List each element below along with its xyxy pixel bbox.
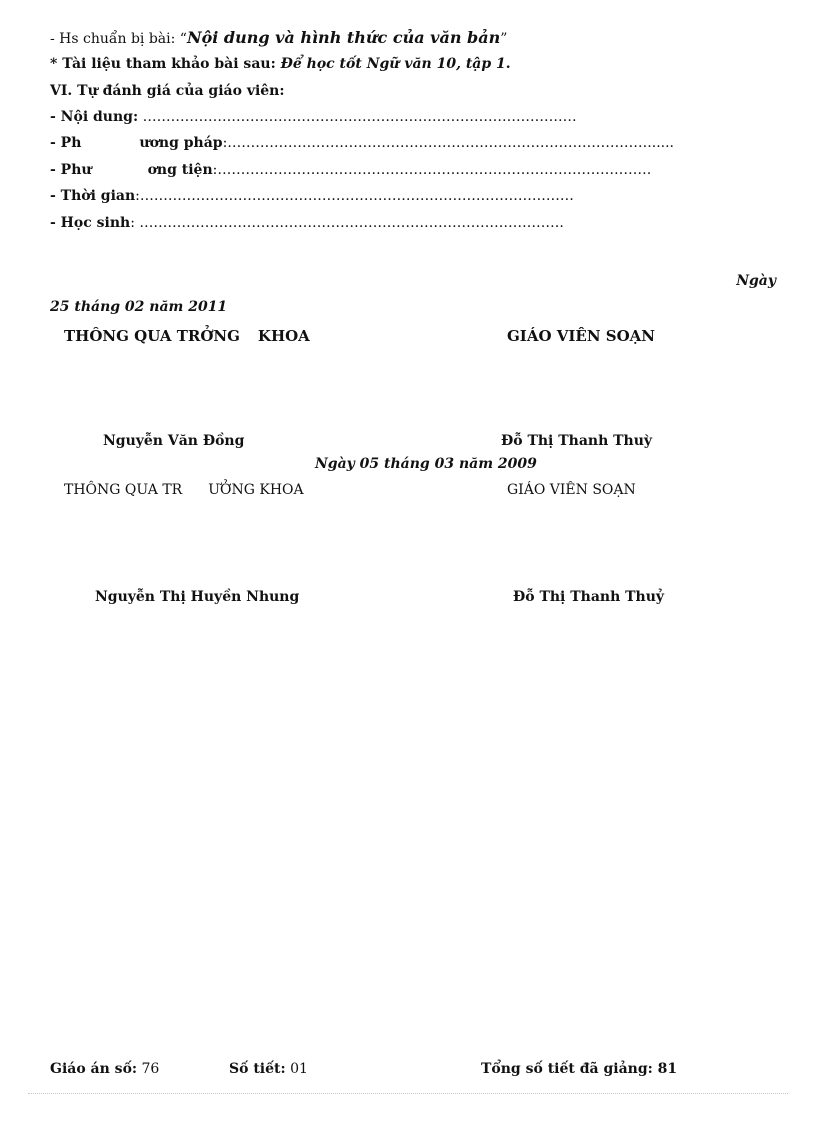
block2-left-title-b: ƯỞNG KHOA xyxy=(208,482,304,498)
eval-student-label: - Học sinh xyxy=(50,215,131,231)
reference-end: . xyxy=(505,56,511,72)
eval-time-label: - Thời gian xyxy=(50,188,136,204)
block1-left-title-a: THÔNG QUA TRỞNG xyxy=(64,327,240,345)
block1-left-name: Nguyễn Văn Đồng xyxy=(103,433,245,449)
eval-student-line xyxy=(50,215,564,231)
block1-right-title: GIÁO VIÊN SOẠN xyxy=(507,327,656,345)
date1-prefix: Ngày xyxy=(736,273,776,289)
footer-total: Tổng số tiết đã giảng: 81 xyxy=(481,1061,678,1077)
eval-time-line xyxy=(50,188,574,204)
date1-rest: 25 tháng 02 năm 2011 xyxy=(50,299,228,315)
footer-period-label: Số tiết: xyxy=(229,1061,286,1077)
block1-left-title xyxy=(64,327,310,345)
block2-left-title xyxy=(64,482,304,498)
eval-student-dots: : ………………………………………………………………………………. xyxy=(130,215,564,231)
footer-lesson xyxy=(50,1061,159,1077)
eval-method-dots: :………………………………………………………………………………...... xyxy=(222,135,674,151)
eval-tool-dots: :………………………………………………………………………………… xyxy=(212,162,652,178)
footer-divider xyxy=(28,1093,788,1094)
block1-right-name: Đỗ Thị Thanh Thuỳ xyxy=(501,433,653,449)
eval-content-line xyxy=(50,109,577,125)
footer-lesson-value: 76 xyxy=(137,1061,160,1077)
eval-content-dots: ………………………………………………………………………………… xyxy=(138,109,577,125)
prep-prefix: - Hs chuẩn bị bài: “ xyxy=(50,31,187,47)
block1-left-title-b: KHOA xyxy=(257,327,310,345)
footer-lesson-label: Giáo án số: xyxy=(50,1061,138,1077)
eval-tool-line xyxy=(50,162,651,178)
block2-left-name: Nguyễn Thị Huyền Nhung xyxy=(95,589,300,605)
reference-label: * Tài liệu tham khảo bài sau: xyxy=(50,56,281,72)
eval-content-label: - Nội dung: xyxy=(50,109,139,125)
prep-line xyxy=(50,28,507,47)
prep-title: Nội dung và hình thức của văn bản xyxy=(186,28,501,47)
eval-method-label-b: ương pháp xyxy=(139,135,223,151)
block2-left-title-a: THÔNG QUA TR xyxy=(64,482,183,498)
eval-method-label-a: - Ph xyxy=(50,135,82,151)
footer-period xyxy=(229,1061,308,1077)
prep-suffix: ” xyxy=(500,31,508,47)
reference-book: Để học tốt Ngữ văn 10, tập 1 xyxy=(280,56,506,72)
block2-right-name: Đỗ Thị Thanh Thuỷ xyxy=(513,589,665,605)
date2: Ngày 05 tháng 03 năm 2009 xyxy=(315,456,537,472)
reference-line xyxy=(50,56,511,72)
eval-time-dots: :………………………………………………………………………………… xyxy=(135,188,574,204)
eval-method-line xyxy=(50,135,674,151)
eval-tool-label-a: - Phư xyxy=(50,162,92,178)
block2-right-title: GIÁO VIÊN SOẠN xyxy=(507,482,636,498)
self-eval-heading: VI. Tự đánh giá của giáo viên: xyxy=(50,83,285,99)
footer-period-value: 01 xyxy=(285,1061,308,1077)
eval-tool-label-b: ơng tiện xyxy=(147,162,213,178)
